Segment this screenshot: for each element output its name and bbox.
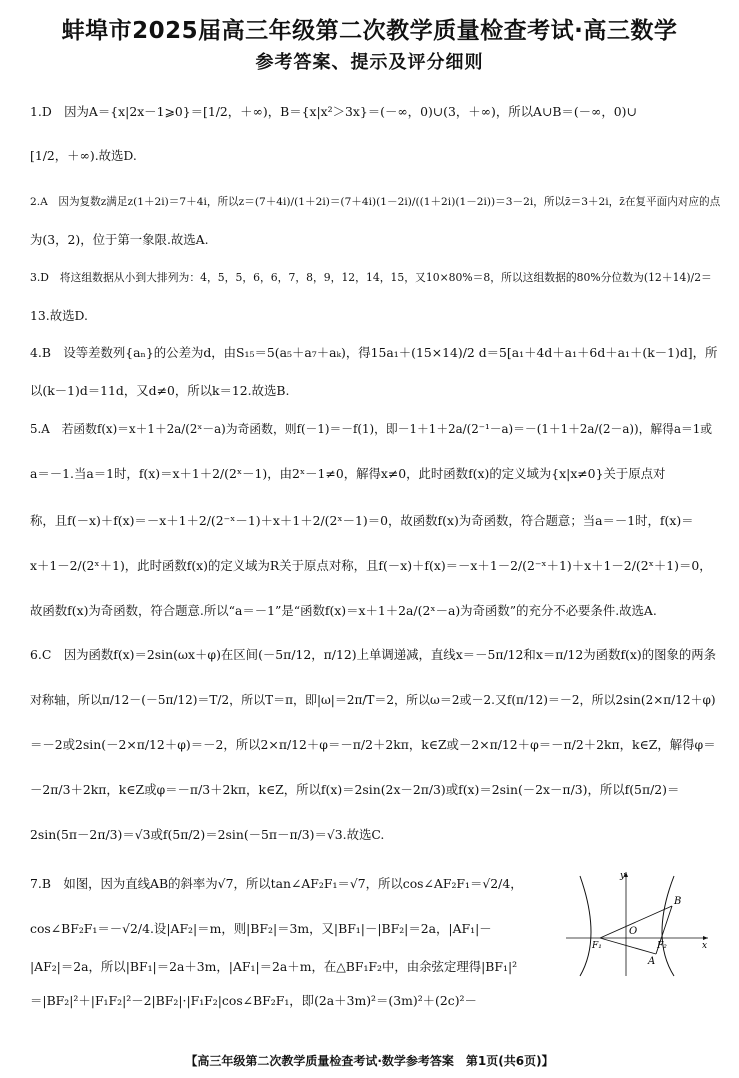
answer-5-line-1: 5.A 若函数f(x)＝x＋1＋2a/(2ˣ－a)为奇函数，则f(－1)＝－f(1)，即－1＋1＋2a/(2⁻¹－a)＝－(1＋1＋2a/(2－a))，解得a＝1或 xyxy=(30,422,713,436)
answer-4-line-1: 4.B 设等差数列{aₙ}的公差为d，由S₁₅＝5(a₅＋a₇＋aₖ)，得15a₁＋(15×14)/2 d＝5[a₁＋4d＋a₁＋6d＋a₁＋(k－1)d]，所 xyxy=(30,345,718,360)
answer-6-line-3: ＝－2或2sin(－2×π/12＋φ)＝－2，所以2×π/12＋φ＝－π/2＋2kπ，k∈Z或－2×π/12＋φ＝－π/2＋2kπ，k∈Z，解得φ＝ xyxy=(30,737,716,752)
answer-6-line-2: 对称轴，所以π/12－(－5π/12)＝T/2，所以T＝π，即|ω|＝2π/T＝2，所以ω＝2或－2.又f(π/12)＝－2，所以2sin(2×π/12＋φ) xyxy=(30,693,716,707)
answer-5-line-2: a＝－1.当a＝1时，f(x)＝x＋1＋2/(2ˣ－1)，由2ˣ－1≠0，解得x≠0，此时函数f(x)的定义域为{x|x≠0}关于原点对 xyxy=(30,466,666,481)
x-axis-arrow xyxy=(703,936,708,940)
label-origin: O xyxy=(629,926,638,937)
label-y: y xyxy=(620,871,626,881)
answer-4-line-2: 以(k－1)d＝11d，又d≠0，所以k＝12.故选B. xyxy=(30,383,290,398)
answer-7-line-4: ＝|BF₂|²＋|F₁F₂|²－2|BF₂|·|F₁F₂|cos∠BF₂F₁，即(2a＋3m)²＝(3m)²＋(2c)²－ xyxy=(30,993,477,1008)
hyperbola-left-branch xyxy=(580,876,591,976)
answer-5-line-4: x＋1－2/(2ˣ＋1)，此时函数f(x)的定义域为R关于原点对称，且f(－x)＋f(x)＝－x＋1－2/(2⁻ˣ＋1)＋x＋1－2/(2ˣ＋1)＝0， xyxy=(30,558,712,573)
label-f2: F₂ xyxy=(657,941,667,951)
answer-6-line-4: －2π/3＋2kπ，k∈Z或φ＝－π/3＋2kπ，k∈Z，所以f(x)＝2sin(2x－2π/3)或f(x)＝2sin(－2x－π/3)，所以f(5π/2)＝ xyxy=(30,782,680,797)
label-b: B xyxy=(674,896,682,907)
hyperbola-figure xyxy=(562,868,712,980)
answer-5-line-5: 故函数f(x)为奇函数，符合题意.所以“a＝－1”是“函数f(x)＝x＋1＋2a/(2ˣ－a)为奇函数”的充分不必要条件.故选A. xyxy=(30,603,657,618)
hyperbola-right-branch xyxy=(662,876,674,976)
answer-1-line-1: 1.D 因为A＝{x|2x－1⩾0}＝[1/2，＋∞)，B＝{x|x²＞3x}＝(－∞，0)∪(3，＋∞)，所以A∪B＝(－∞，0)∪ xyxy=(30,104,637,119)
answer-6-line-1: 6.C 因为函数f(x)＝2sin(ωx＋φ)在区间(－5π/12，π/12)上单调递减，直线x＝－5π/12和x＝π/12为函数f(x)的图象的两条 xyxy=(30,647,717,662)
answer-2-line-1: 2.A 因为复数z满足z(1＋2i)＝7＋4i，所以z＝(7＋4i)/(1＋2i)＝(7＋4i)(1－2i)/((1＋2i)(1－2i))＝3－2i，所以z̄＝3＋2i，z̄在复平面内对应的点 xyxy=(30,196,721,208)
segment-f1-a xyxy=(600,938,656,954)
page-footer: 【高三年级第二次教学质量检查考试·数学参考答案 第1页(共6页)】 xyxy=(185,1054,554,1068)
answer-7-line-3: |AF₂|＝2a，所以|BF₁|＝2a＋3m，|AF₁|＝2a＋m，在△BF₁F₂中，由余弦定理得|BF₁|² xyxy=(30,959,518,974)
answer-7-line-1: 7.B 如图，因为直线AB的斜率为√7，所以tan∠AF₂F₁＝√7，所以cos∠AF₂F₁＝√2/4， xyxy=(30,876,523,891)
answer-5-line-3: 称，且f(－x)＋f(x)＝－x＋1＋2/(2⁻ˣ－1)＋x＋1＋2/(2ˣ－1)＝0，故函数f(x)为奇函数，符合题意；当a＝－1时，f(x)＝ xyxy=(30,513,694,528)
label-f1: F₁ xyxy=(592,941,602,951)
label-x: x xyxy=(702,941,708,951)
page-title: 蚌埠市2025届高三年级第二次教学质量检查考试·高三数学 xyxy=(61,18,678,44)
answer-1-line-2: [1/2，＋∞).故选D. xyxy=(30,148,137,163)
label-a: A xyxy=(648,956,656,967)
answer-7-line-2: cos∠BF₂F₁＝－√2/4.设|AF₂|＝m，则|BF₂|＝3m，又|BF₁|－|BF₂|＝2a，|AF₁|－ xyxy=(30,921,492,936)
answer-6-line-5: 2sin(5π－2π/3)＝√3或f(5π/2)＝2sin(－5π－π/3)＝√3.故选C. xyxy=(30,827,385,842)
answer-3-line-1: 3.D 将这组数据从小到大排列为：4，5，5，6，6，7，8，9，12，14，15，又10×80%＝8，所以这组数据的80%分位数为(12＋14)/2＝ xyxy=(30,271,712,284)
page-subtitle: 参考答案、提示及评分细则 xyxy=(255,52,484,73)
answer-2-line-2: 为(3，2)，位于第一象限.故选A. xyxy=(30,232,209,247)
answer-3-line-2: 13.故选D. xyxy=(30,308,88,323)
